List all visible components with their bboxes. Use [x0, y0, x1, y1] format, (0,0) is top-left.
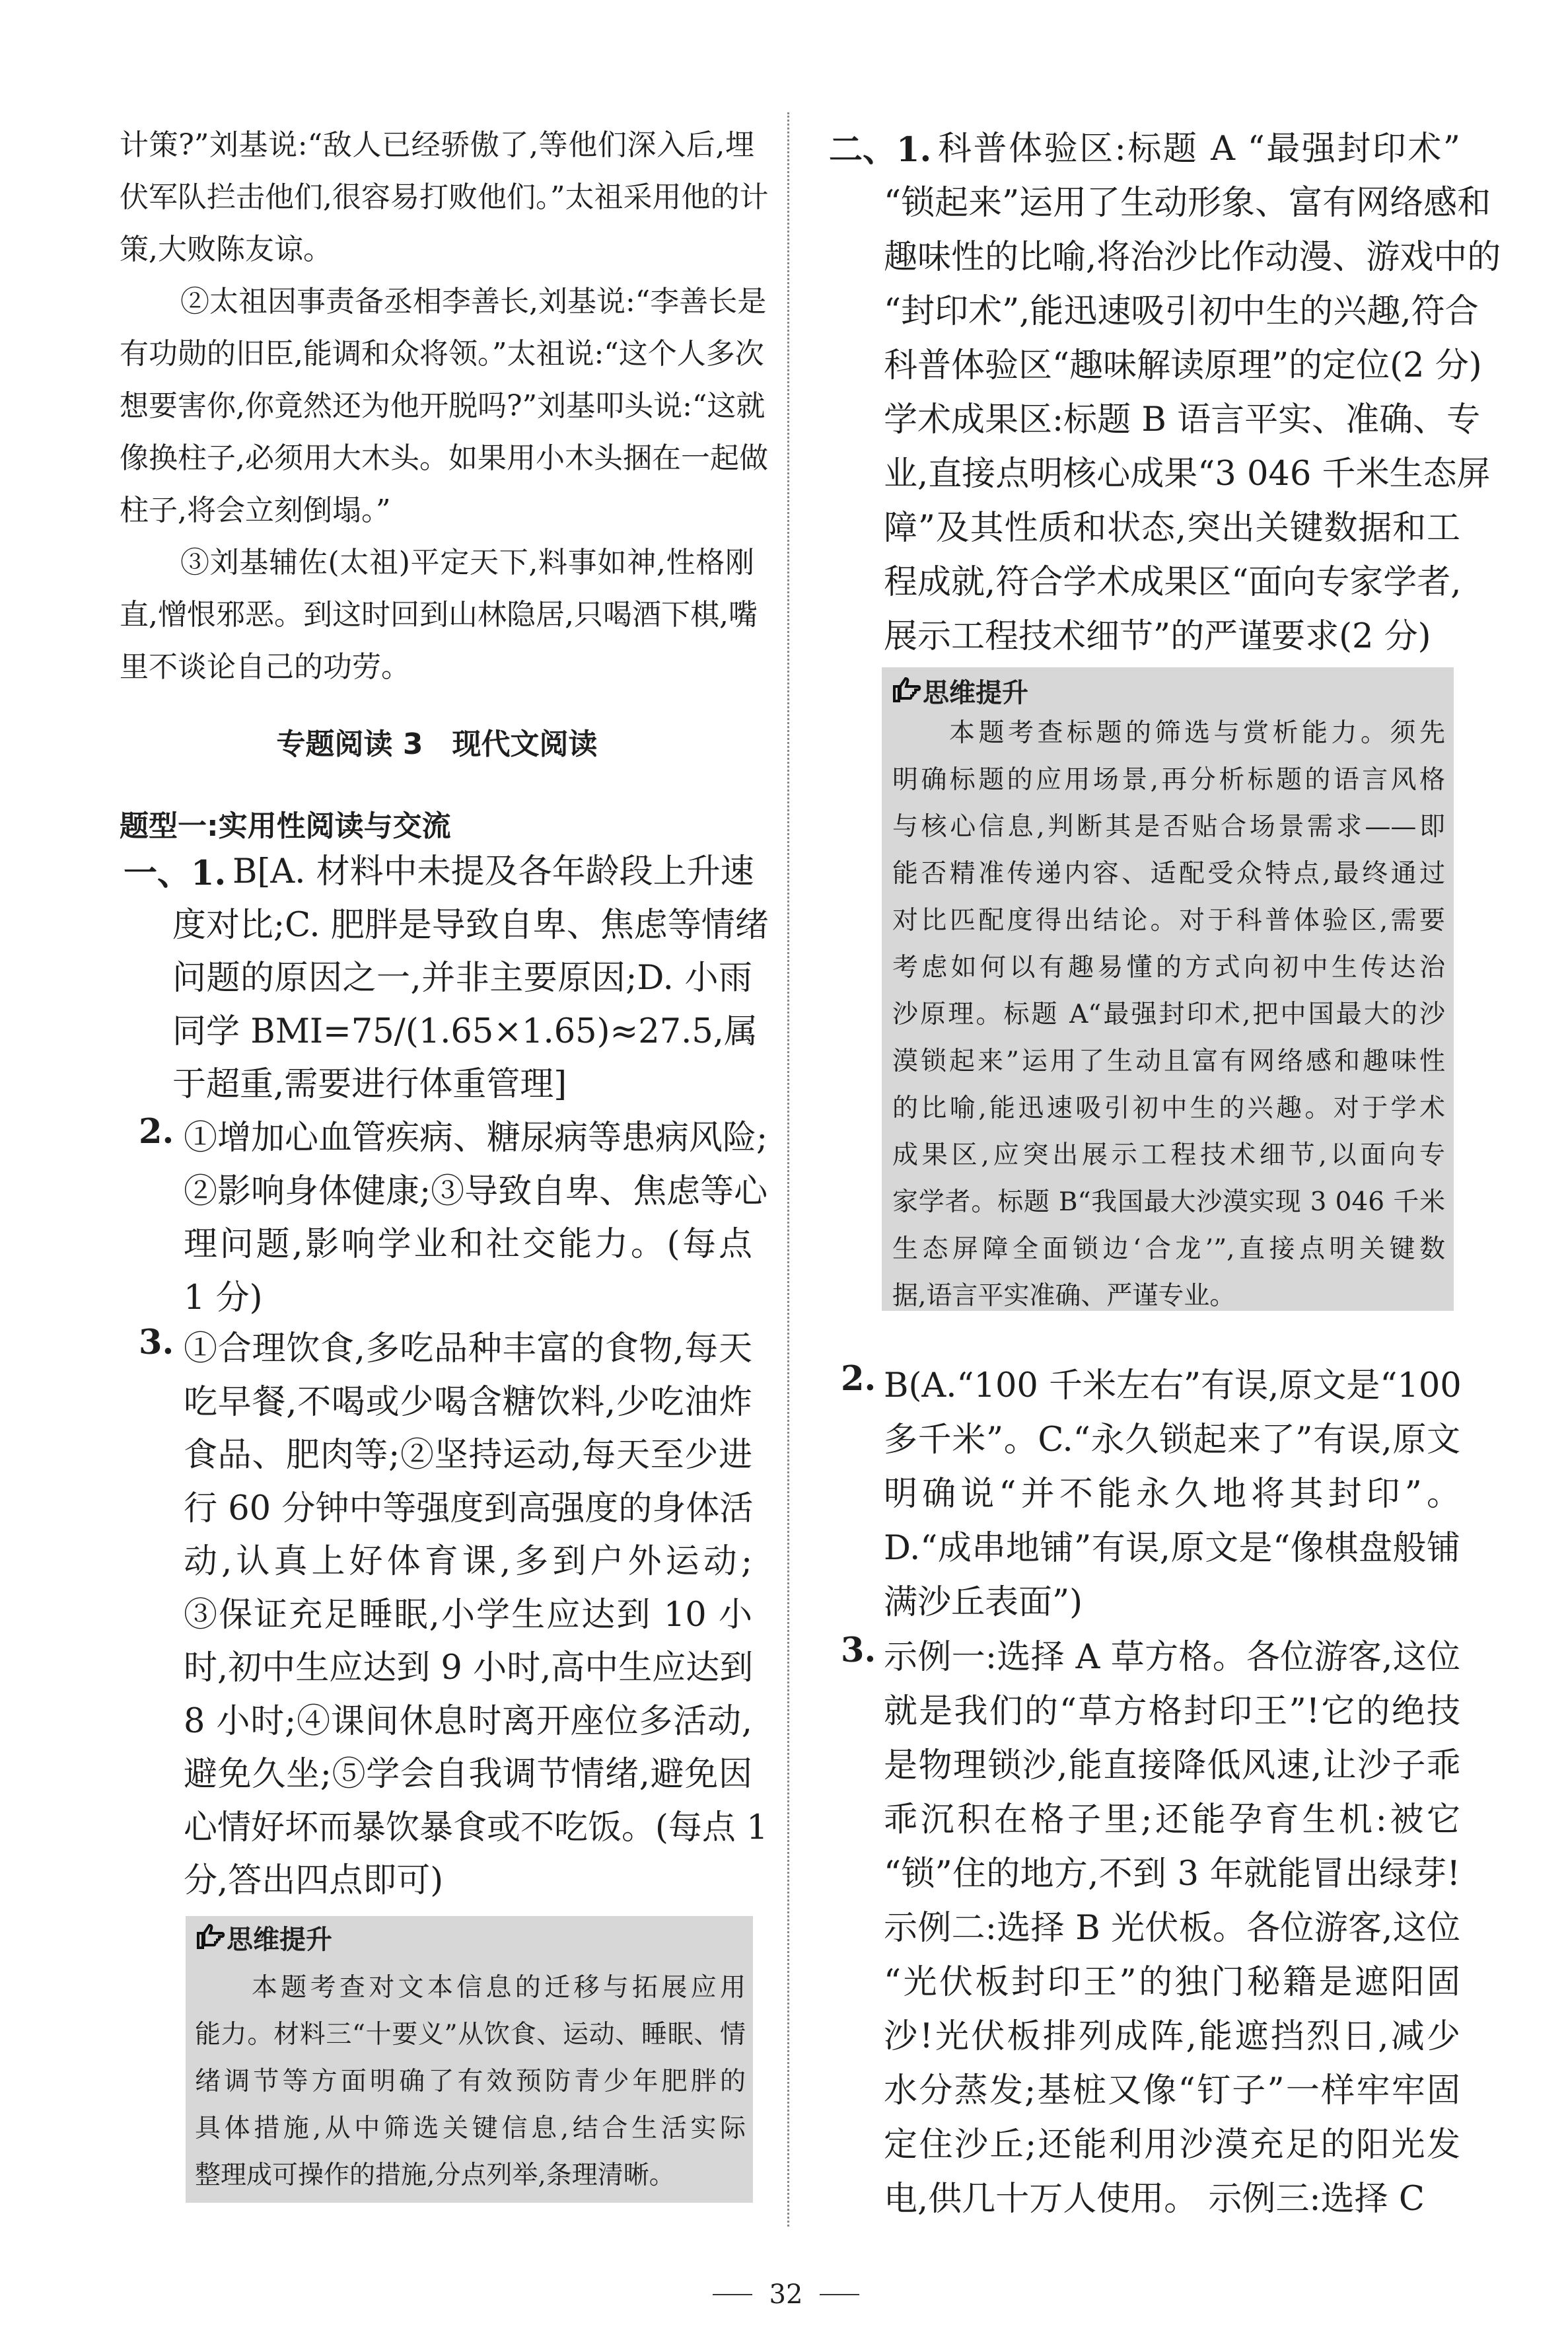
- text-line: 乖沉积在格子里;还能孕育生机:被它: [884, 1800, 1460, 1839]
- item-number-label: 3.: [139, 1323, 174, 1362]
- answer-item-1-1: [124, 846, 769, 1112]
- text-line: ①合理饮食,多吃品种丰富的食物,每天: [184, 1329, 752, 1368]
- section-heading-number: 专题阅读 3: [276, 727, 423, 761]
- text-line: 家学者。标题 B“我国最大沙漠实现 3 046 千米: [892, 1187, 1445, 1217]
- text-line: 动,认真上好体育课,多到户外运动;: [184, 1542, 752, 1581]
- answer-item-2-1: [829, 122, 1501, 664]
- text-line: “锁”住的地方,不到 3 年就能冒出绿芽!: [884, 1855, 1460, 1894]
- text-line: 多千米”。C.“永久锁起来了”有误,原文: [884, 1421, 1460, 1459]
- section-heading: [120, 720, 754, 762]
- item-number-label: 二、1.: [829, 130, 932, 170]
- answer-item-1-3: [139, 1323, 768, 1908]
- text-line: 是物理锁沙,能直接降低风速,让沙子乖: [884, 1746, 1460, 1785]
- text-line: 食品、肥肉等;②坚持运动,每天至少进: [184, 1436, 752, 1475]
- text-line: 本题考查对文本信息的迁移与拓展应用: [252, 1973, 746, 2003]
- text-line: 科普体验区“趣味解读原理”的定位(2 分): [884, 346, 1482, 385]
- text-line: 度对比;C. 肥胖是导致自卑、焦虑等情绪: [172, 905, 769, 945]
- text-line: 示例二:选择 B 光伏板。各位游客,这位: [884, 1909, 1460, 1948]
- text-line: 趣味性的比喻,将治沙比作动漫、游戏中的: [884, 238, 1501, 277]
- text-line: 整理成可操作的措施,分点列举,条理清晰。: [195, 2160, 675, 2190]
- text-line: ②太祖因事责备丞相李善长,刘基说:“李善长是: [180, 285, 767, 318]
- text-line: 就是我们的“草方格封印王”!它的绝技: [884, 1692, 1460, 1731]
- tip-header-b: 提升: [976, 677, 1028, 708]
- text-line: 沙原理。标题 A“最强封印术,把中国最大的沙: [892, 1000, 1445, 1029]
- text-line: 成果区,应突出展示工程技术细节,以面向专: [892, 1140, 1445, 1170]
- text-line: 策,大败陈友谅。: [120, 233, 332, 266]
- text-line: 伏军队拦击他们,很容易打败他们。”太祖采用他的计: [120, 180, 769, 214]
- text-line: 像换柱子,必须用大木头。如果用小木头捆在一起做: [120, 441, 768, 475]
- text-line: B(A.“100 千米左右”有误,原文是“100: [884, 1366, 1462, 1405]
- tip-header-a: 思维: [227, 1924, 279, 1955]
- text-line: 与核心信息,判断其是否贴合场景需求——即: [892, 812, 1445, 842]
- column-divider: [787, 112, 789, 2227]
- answer-item-2-2: [841, 1359, 1462, 1630]
- text-line: D.“成串地铺”有误,原文是“像棋盘般铺: [884, 1529, 1460, 1568]
- tip-header: [196, 1917, 332, 1957]
- footer-dash: [820, 2294, 859, 2295]
- text-line: 沙!光伏板排列成阵,能遮挡烈日,减少: [884, 2017, 1460, 2056]
- text-line: 分,答出四点即可): [184, 1861, 444, 1900]
- tip-header: [892, 671, 1028, 710]
- answer-item-1-2: [139, 1112, 768, 1325]
- classical-translation-text: [120, 119, 769, 693]
- text-line: 学术成果区:标题 B 语言平实、准确、专: [884, 400, 1481, 439]
- text-line: 里不谈论自己的功劳。: [120, 650, 410, 684]
- question-type-heading: 题型一:实用性阅读与交流: [120, 809, 451, 843]
- text-line: 柱子,将会立刻倒塌。”: [120, 494, 391, 527]
- text-line: 有功勋的旧臣,能调和众将领。”太祖说:“这个人多次: [120, 337, 764, 371]
- text-line: 能力。材料三“十要义”从饮食、运动、睡眠、情: [195, 2020, 746, 2049]
- item-number-label: 一、1.: [124, 854, 227, 893]
- text-line: 心情好坏而暴饮暴食或不吃饭。(每点 1: [184, 1808, 768, 1847]
- text-line: 示例一:选择 A 草方格。各位游客,这位: [884, 1638, 1460, 1677]
- text-line: 计策?”刘基说:“敌人已经骄傲了,等他们深入后,埋: [120, 128, 754, 162]
- text-line: 1 分): [184, 1278, 263, 1317]
- footer-dash: [713, 2294, 752, 2295]
- text-line: 科普体验区:标题 A “最强封印术”: [938, 129, 1460, 168]
- text-line: 直,憎恨邪恶。到这时回到山林隐居,只喝酒下棋,嘴: [120, 598, 758, 632]
- text-line: B[A. 材料中未提及各年龄段上升速: [232, 852, 754, 891]
- tip-body: [195, 1964, 746, 2199]
- thinking-tip-box-left: [186, 1916, 753, 2203]
- text-line: 绪调节等方面明确了有效预防青少年肥胖的: [195, 2067, 746, 2096]
- text-line: ③保证充足睡眠,小学生应达到 10 小: [184, 1595, 752, 1635]
- text-line: 8 小时;④课间休息时离开座位多活动,: [184, 1701, 752, 1741]
- page-number: 32: [769, 2279, 803, 2310]
- item-number-label: 3.: [841, 1631, 876, 1670]
- text-line: ①增加心血管疾病、糖尿病等患病风险;: [184, 1119, 768, 1158]
- text-line: 能否精准传递内容、适配受众特点,最终通过: [892, 859, 1445, 889]
- text-line: “锁起来”运用了生动形象、富有网络感和: [884, 184, 1491, 223]
- text-line: 程成就,符合学术成果区“面向专家学者,: [884, 563, 1462, 602]
- text-line: 问题的原因之一,并非主要原因;D. 小雨: [172, 959, 752, 998]
- text-line: 想要害你,你竟然还为他开脱吗?”刘基叩头说:“这就: [120, 389, 766, 423]
- text-line: ②影响身体健康;③导致自卑、焦虑等心: [184, 1171, 768, 1211]
- text-line: 同学 BMI=75/(1.65×1.65)≈27.5,属: [172, 1012, 758, 1051]
- text-line: 具体措施,从中筛选关键信息,结合生活实际: [195, 2114, 746, 2143]
- text-line: 生态屏障全面锁边‘合龙’”,直接点明关键数: [892, 1234, 1445, 1264]
- text-line: 电,供几十万人使用。 示例三:选择 C: [884, 2180, 1425, 2219]
- text-line: “封印术”,能迅速吸引初中生的兴趣,符合: [884, 292, 1479, 331]
- text-line: 明确说“并不能永久地将其封印”。: [884, 1475, 1460, 1514]
- text-line: 水分蒸发;基桩又像“钉子”一样牢牢固: [884, 2071, 1460, 2110]
- text-line: 漠锁起来”运用了生动且富有网络感和趣味性: [892, 1047, 1445, 1076]
- item-number-label: 2.: [841, 1359, 876, 1399]
- text-line: 理问题,影响学业和社交能力。(每点: [184, 1225, 752, 1264]
- text-line: 明确标题的应用场景,再分析标题的语言风格: [892, 765, 1445, 795]
- text-line: 展示工程技术细节”的严谨要求(2 分): [884, 617, 1431, 656]
- tip-body: [892, 710, 1445, 1319]
- section-heading-title: 现代文阅读: [452, 727, 598, 761]
- text-line: 满沙丘表面”): [884, 1583, 1083, 1622]
- text-line: 定住沙丘;还能利用沙漠充足的阳光发: [884, 2125, 1460, 2164]
- text-line: 对比匹配度得出结论。对于科普体验区,需要: [892, 906, 1445, 936]
- item-number-label: 2.: [139, 1112, 174, 1152]
- tip-header-a: 思维: [923, 677, 976, 708]
- pointing-hand-icon: [892, 677, 923, 704]
- text-line: 障”及其性质和状态,突出关键数据和工: [884, 509, 1460, 548]
- text-line: 行 60 分钟中等强度到高强度的身体活: [184, 1489, 754, 1528]
- text-line: 避免久坐;⑤学会自我调节情绪,避免因: [184, 1755, 752, 1794]
- text-line: 考虑如何以有趣易懂的方式向初中生传达治: [892, 953, 1445, 982]
- text-line: 业,直接点明核心成果“3 046 千米生态屏: [884, 455, 1491, 494]
- pointing-hand-icon: [196, 1924, 227, 1950]
- answer-item-2-3: [841, 1631, 1460, 2227]
- text-line: 于超重,需要进行体重管理]: [172, 1065, 567, 1104]
- thinking-tip-box-right: [882, 667, 1454, 1311]
- text-line: 吃早餐,不喝或少喝含糖饮料,少吃油炸: [184, 1382, 752, 1422]
- tip-header-b: 提升: [279, 1924, 332, 1955]
- page-footer: [687, 2279, 885, 2310]
- text-line: “光伏板封印王”的独门秘籍是遮阳固: [884, 1963, 1460, 2002]
- text-line: 本题考查标题的筛选与赏析能力。须先: [949, 718, 1445, 748]
- text-line: 据,语言平实准确、严谨专业。: [892, 1281, 1236, 1311]
- text-line: 的比喻,能迅速吸引初中生的兴趣。对于学术: [892, 1093, 1445, 1123]
- text-line: ③刘基辅佐(太祖)平定天下,料事如神,性格刚: [180, 546, 754, 579]
- text-line: 时,初中生应达到 9 小时,高中生应达到: [184, 1648, 754, 1687]
